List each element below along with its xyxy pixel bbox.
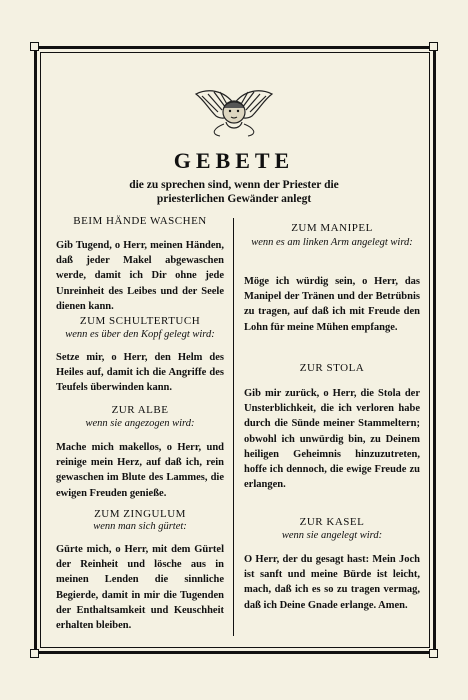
prayer-text: Gib mir zurück, o Herr, die Stola der Unsterblichkeit, die ich verloren habe durch die Sünde meiner Stammeltern; obwohl ich unwürdig bin, zu Deinem heiligen Geheimnis hinzuzutreten, hoffe ich dennoch, die ewige Freude zu erlangen. [244, 388, 420, 491]
page-subtitle: die zu sprechen sind, wenn der Priester die priesterlichen Gewänder anlegt [129, 179, 339, 205]
section-subheading: wenn sie angezogen wird: [85, 418, 195, 429]
corner-ornament [429, 42, 438, 51]
corner-ornament [429, 649, 438, 658]
section-heading: BEIM HÄNDE WASCHEN [73, 215, 207, 227]
corner-ornament [30, 42, 39, 51]
section-heading: ZUM ZINGULUM [94, 508, 186, 520]
prayer-text: Gib Tugend, o Herr, meinen Händen, daß jeder Makel abgewaschen werde, damit ich Dir ohne jede Unreinheit des Leibes und der Seele dienen kann. [56, 240, 224, 312]
section-heading: ZUR KASEL [299, 516, 365, 528]
prayer-text: Gürte mich, o Herr, mit dem Gürtel der Reinheit und lösche aus in meinen Lenden die sinnliche Begierde, damit in mir die Tugenden der Enthaltsamkeit und Keuschheit erhalten bleiben. [56, 544, 224, 632]
section-subheading: wenn es über den Kopf gelegt wird: [65, 329, 215, 340]
prayer-text: O Herr, der du gesagt hast: Mein Joch ist sanft und meine Bürde ist leicht, mach, daß ich es so zu tragen vermag, daß ich Deine Gnade erlange. Amen. [244, 554, 420, 611]
section-heading: ZUM MANIPEL [291, 222, 373, 234]
corner-ornament [30, 649, 39, 658]
column-divider [233, 218, 234, 636]
section-heading: ZUR ALBE [111, 404, 169, 416]
prayer-text: Setze mir, o Herr, den Helm des Heiles auf, damit ich die Angriffe des Teufels überwinden kann. [56, 352, 224, 394]
section-subheading: wenn sie angelegt wird: [281, 530, 383, 541]
section-heading: ZUR STOLA [299, 362, 365, 374]
section-subheading: wenn es am linken Arm angelegt wird: [251, 237, 413, 248]
section-subheading: wenn man sich gürtet: [93, 521, 187, 532]
prayer-text: Mache mich makellos, o Herr, und reinige mein Herz, auf daß ich, rein gewaschen im Blute des Lammes, die ewigen Freuden genieße. [56, 442, 224, 499]
prayer-text: Möge ich würdig sein, o Herr, das Manipel der Tränen und der Betrübnis zu tragen, auf daß ich mit Freude den Lohn für meine Mühen empfange. [244, 276, 420, 333]
winged-cherub-icon [194, 78, 274, 140]
section-heading: ZUM SCHULTERTUCH [79, 315, 201, 327]
page-title: GEBETE [173, 148, 295, 173]
